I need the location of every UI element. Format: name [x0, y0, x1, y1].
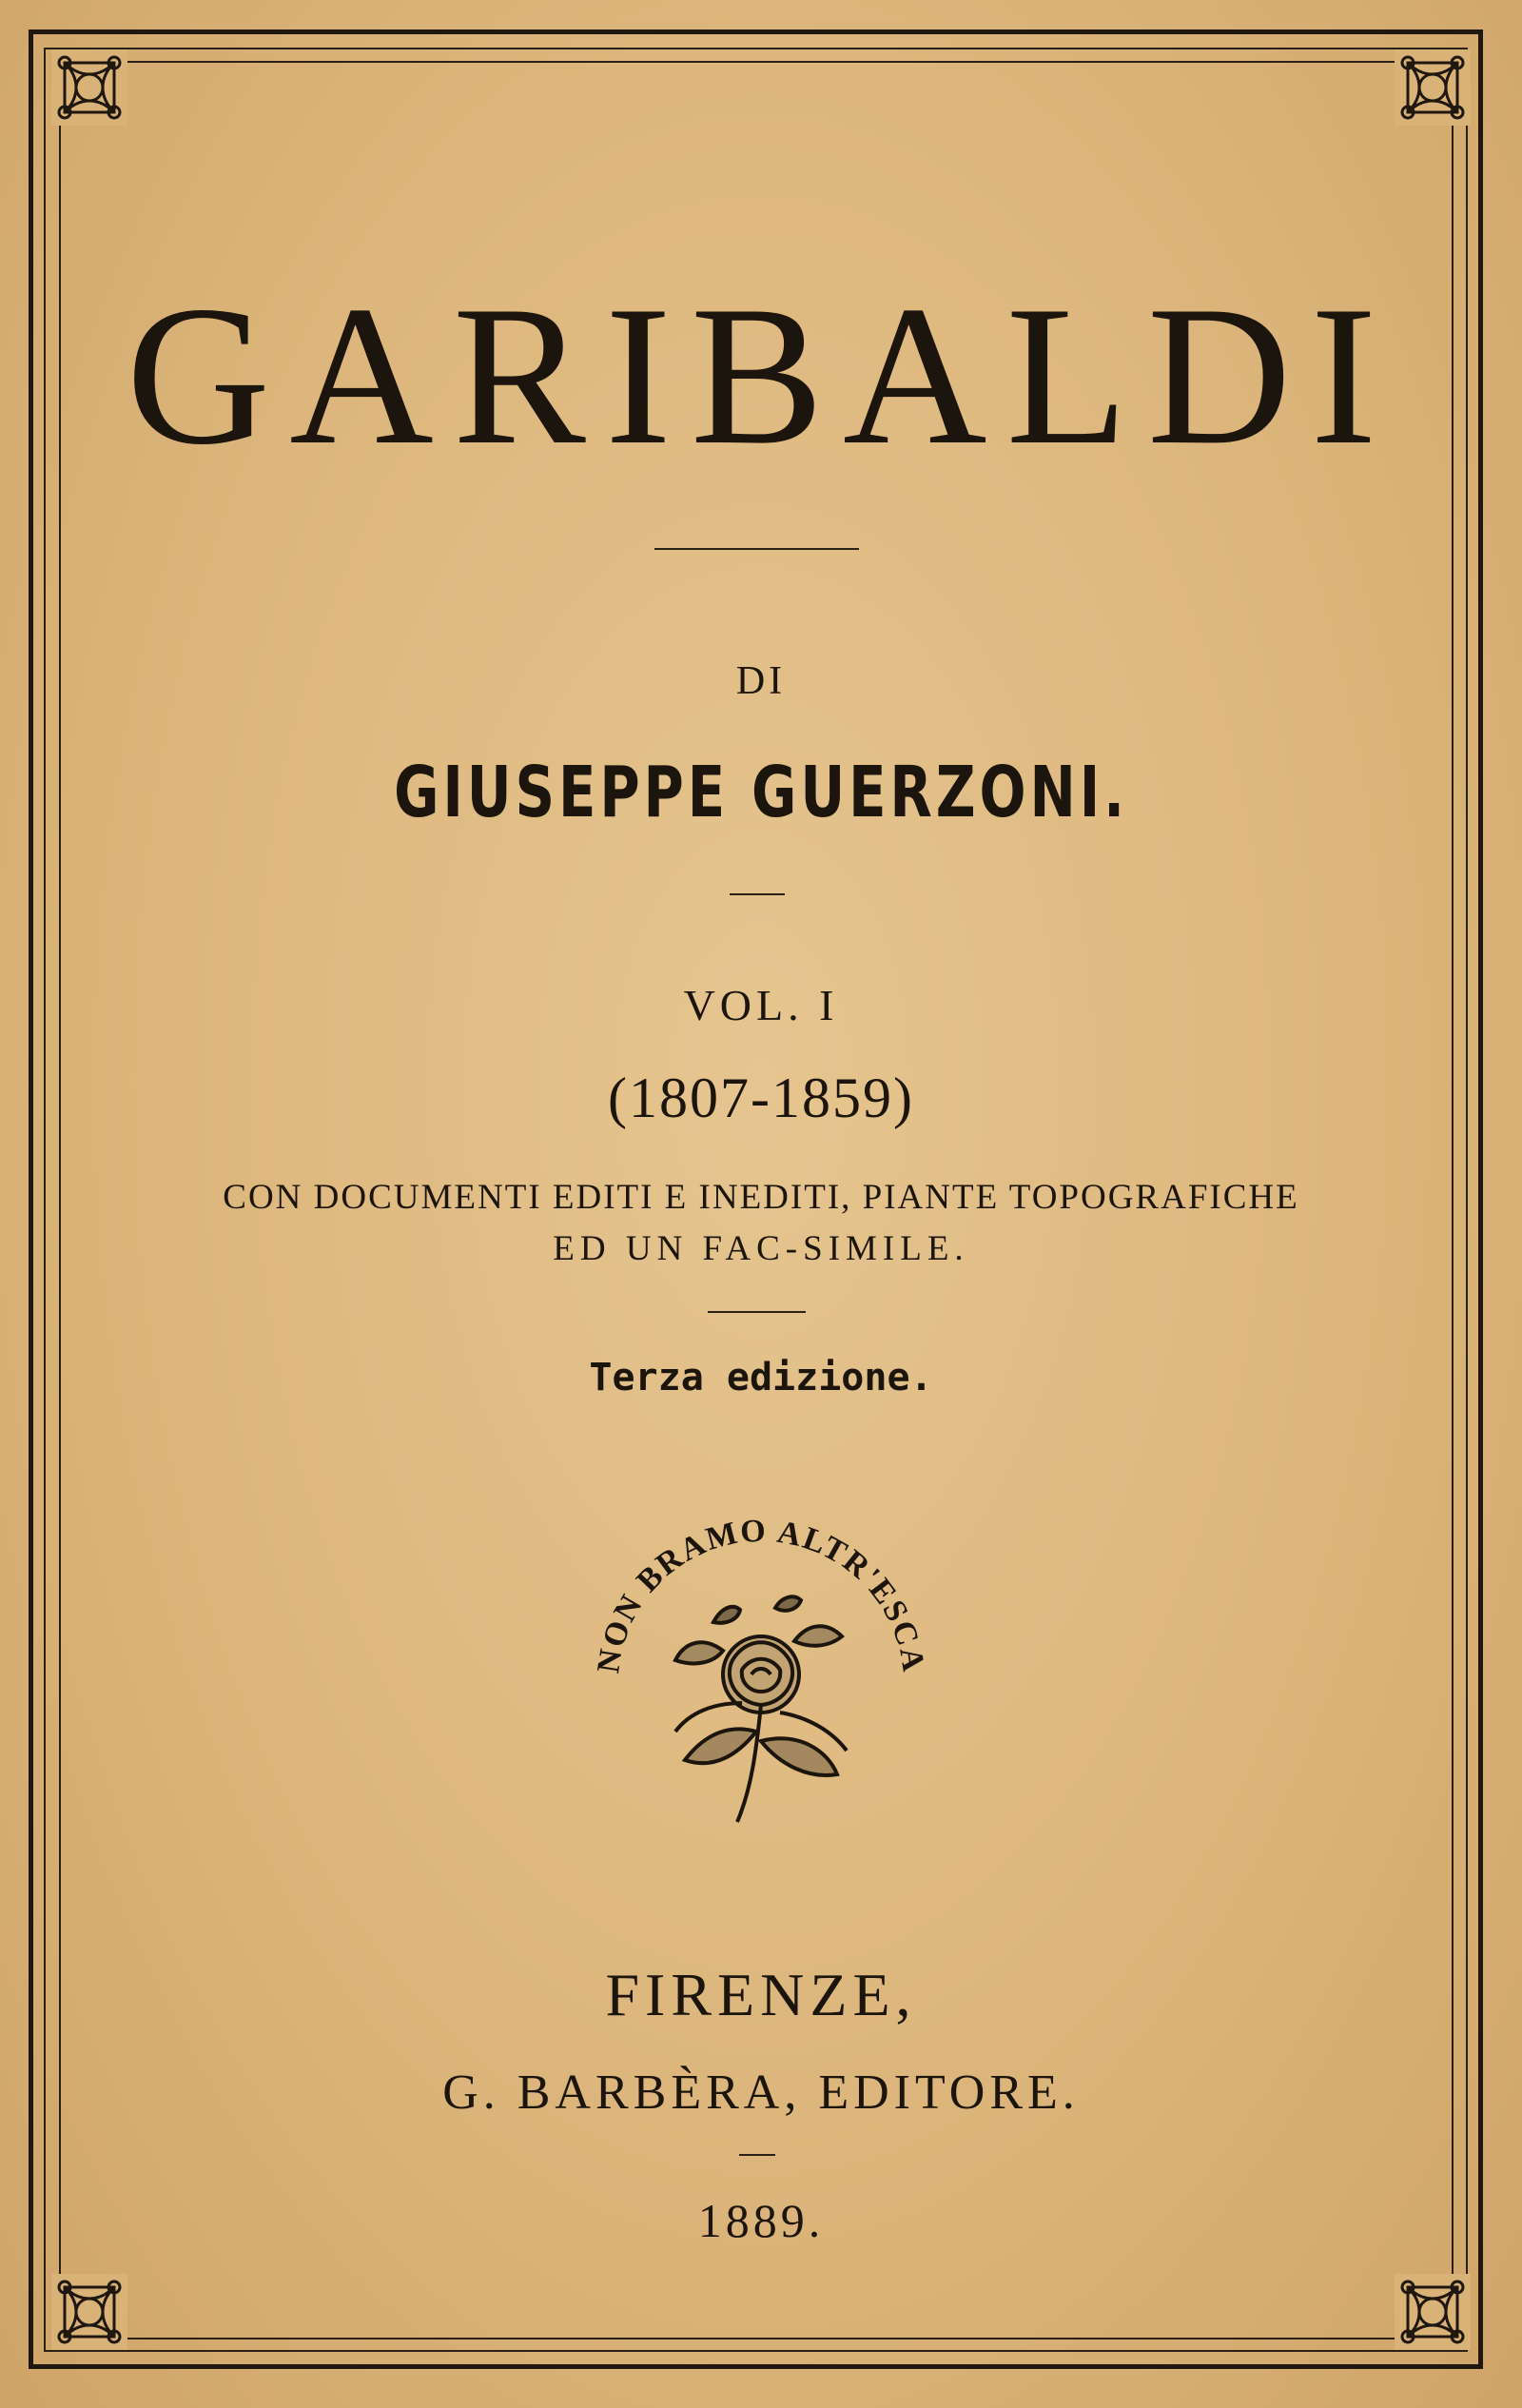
volume-label [0, 980, 1522, 1030]
imprint-publisher: G. BARBÈRA, EDITORE. [442, 2065, 1080, 2120]
byline: DI [735, 659, 787, 703]
book-title: GARIBALDI [126, 265, 1396, 486]
emblem-motto-text: NON BRAMO ALTR'ESCA [591, 1513, 931, 1676]
publisher-emblem [571, 1446, 951, 1846]
description-rule [708, 1311, 806, 1313]
rose-icon [675, 1596, 847, 1822]
imprint-city: FIRENZE, [605, 1961, 917, 2028]
corner-ornament-icon [51, 2274, 127, 2350]
imprint-rule [739, 2154, 775, 2156]
volume-text: VOL. I [683, 981, 839, 1029]
corner-ornament-icon [1395, 2274, 1471, 2350]
description-line-1: CON DOCUMENTI EDITI E INEDITI, PIANTE TOPOGRAFICHE [223, 1178, 1299, 1217]
corner-ornament-icon [1395, 49, 1471, 126]
title-rule [654, 548, 859, 550]
edition-label: Terza edizione. [589, 1356, 933, 1400]
author-rule [730, 893, 785, 895]
corner-ornament-icon [51, 49, 127, 126]
imprint-year: 1889. [697, 2194, 825, 2247]
description-line-2: ED UN FAC-SIMILE. [553, 1229, 969, 1268]
author-name: GIUSEPPE GUERZONI. [394, 752, 1128, 833]
volume-years: (1807-1859) [608, 1067, 914, 1129]
